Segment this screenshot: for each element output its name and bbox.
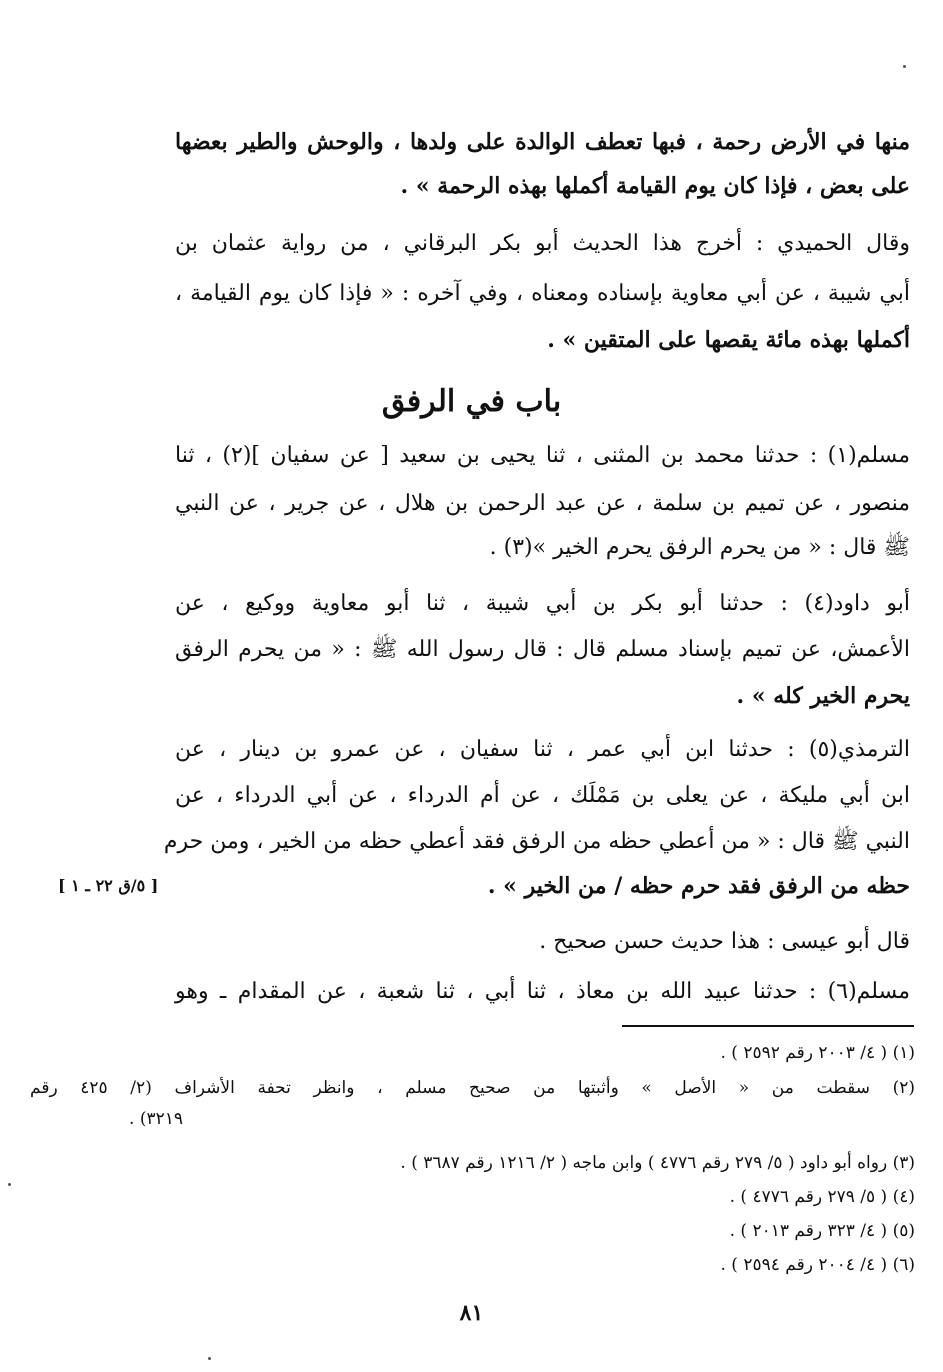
scan-speck bbox=[903, 65, 906, 68]
para4-line1: أبو داود(٤) : حدثنا أبو بكر بن أبي شيبة ، ثنا أبو معاوية ووكيع ، عن bbox=[175, 591, 910, 616]
para5-line4: حظه من الرفق فقد حرم حظه / من الخير » . bbox=[487, 873, 910, 899]
footnote-6: (٦) ( ٤/ ٢٠٠٤ رقم ٢٥٩٤ ) . bbox=[720, 1255, 915, 1275]
para5-line3: النبي ﷺ قال : « من أعطي حظه من الرفق فقد أعطي حظه من الخير ، ومن حرم bbox=[163, 829, 910, 854]
para5-line2: ابن أبي مليكة ، عن يعلى بن مَمْلَك ، عن أم الدرداء ، عن أبي الدرداء ، عن bbox=[175, 783, 910, 808]
para1-line2: على بعض ، فإذا كان يوم القيامة أكملها بهذه الرحمة » . bbox=[400, 173, 910, 199]
footnote-4: (٤) ( ٥/ ٢٧٩ رقم ٤٧٧٦ ) . bbox=[729, 1187, 915, 1207]
para7-line1: مسلم(٦) : حدثنا عبيد الله بن معاذ ، ثنا أبي ، ثنا شعبة ، عن المقدام ـ وهو bbox=[175, 979, 910, 1004]
para2-line1: وقال الحميدي : أخرج هذا الحديث أبو بكر البرقاني ، من رواية عثمان بن bbox=[175, 231, 910, 256]
footnote-3: (٣) رواه أبو داود ( ٥/ ٢٧٩ رقم ٤٧٧٦ ) وابن ماجه ( ٢/ ١٢١٦ رقم ٣٦٨٧ ) . bbox=[400, 1153, 915, 1173]
footnote-1: (١) ( ٤/ ٢٠٠٣ رقم ٢٥٩٢ ) . bbox=[720, 1043, 915, 1063]
footnote-2-line2: ٣٢١٩) . bbox=[129, 1109, 183, 1129]
para1-line1: منها في الأرض رحمة ، فبها تعطف الوالدة على ولدها ، والوحش والطير بعضها bbox=[175, 129, 910, 155]
para2-line3: أكملها بهذه مائة يقصها على المتقين » . bbox=[547, 327, 910, 353]
footnote-separator bbox=[622, 1025, 914, 1027]
scan-speck bbox=[208, 1357, 211, 1360]
para4-line2: الأعمش، عن تميم بإسناد مسلم قال : قال رسول الله ﷺ : « من يحرم الرفق bbox=[175, 637, 910, 662]
section-heading: باب في الرفق bbox=[381, 384, 562, 419]
para2-line2: أبي شيبة ، عن أبي معاوية بإسناده ومعناه ، وفي آخره : « فإذا كان يوم القيامة ، bbox=[175, 281, 910, 306]
scan-speck bbox=[8, 1183, 11, 1186]
footnote-5: (٥) ( ٤/ ٣٢٣ رقم ٢٠١٣ ) . bbox=[729, 1221, 915, 1241]
margin-manuscript-reference: [ ٥/ق ٢٢ ـ ١ ] bbox=[58, 876, 159, 895]
para6-line: قال أبو عيسى : هذا حديث حسن صحيح . bbox=[539, 929, 910, 954]
page-number: ٨١ bbox=[459, 1300, 484, 1326]
para3-line1: مسلم(١) : حدثنا محمد بن المثنى ، ثنا يحيى بن سعيد [ عن سفيان ](٢) ، ثنا bbox=[175, 443, 911, 468]
para4-line3: يحرم الخير كله » . bbox=[736, 683, 910, 709]
para5-line1: الترمذي(٥) : حدثنا ابن أبي عمر ، ثنا سفيان ، عن عمرو بن دينار ، عن bbox=[175, 737, 910, 762]
main-text bbox=[163, 0, 911, 1010]
footnote-2-line1: (٢) سقطت من « الأصل » وأثبتها من صحيح مسلم ، وانظر تحفة الأشراف (٢/ ٤٢٥ رقم bbox=[30, 1078, 915, 1098]
para3-line2: منصور ، عن تميم بن سلمة ، عن عبد الرحمن بن هلال ، عن جرير ، عن النبي bbox=[175, 491, 910, 516]
para3-line3: ﷺ قال : « من يحرم الرفق يحرم الخير »(٣) . bbox=[489, 535, 910, 560]
